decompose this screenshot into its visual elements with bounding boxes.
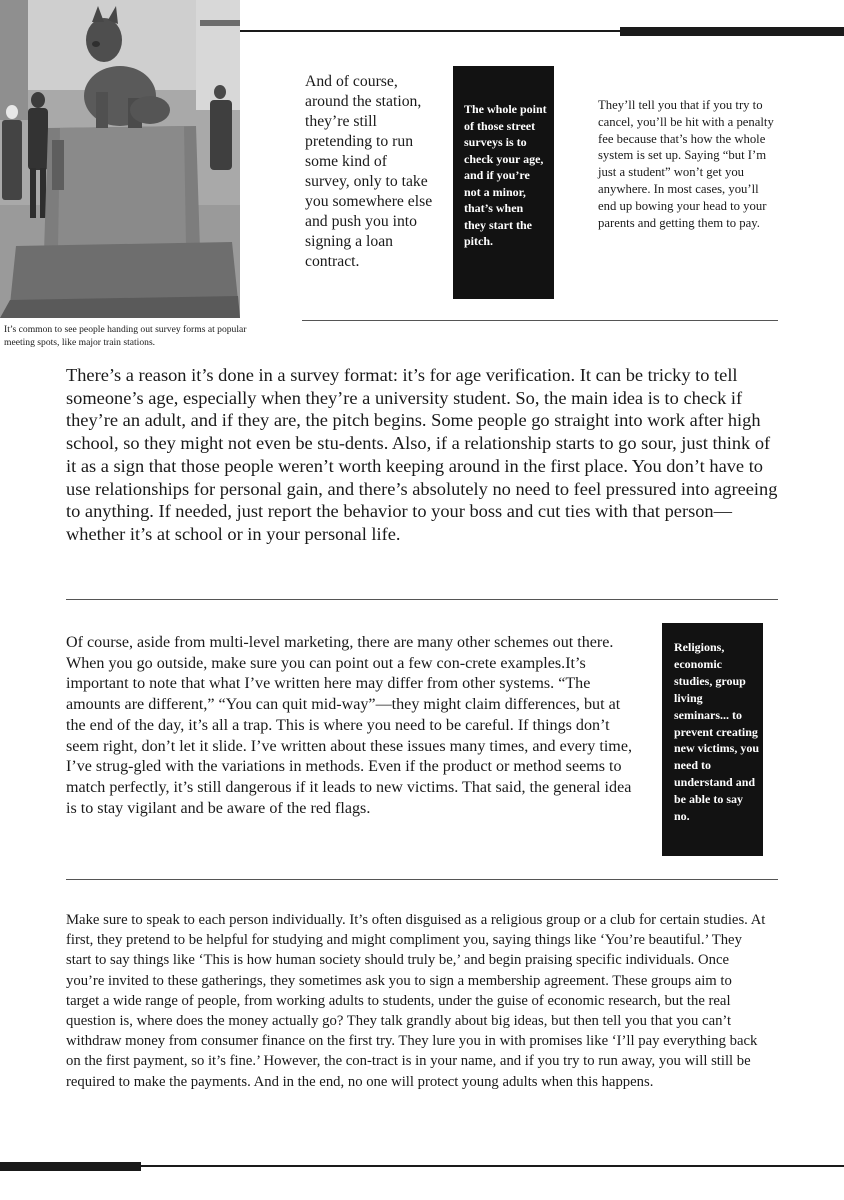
individual-approach-paragraph: Make sure to speak to each person individually. It’s often disguised as a religious group or a club for certain studies. At first, they pretend to be helpful for studying and might compliment you, saying things like ‘You’re beautiful.’ They start to say things like ‘This is how human society should truly be,’ and begin praising specific individuals. Once you’re invited to these gatherings, they sometimes ask you to sign a membership agreement. These groups aim to target a wide range of people, from working adults to students, under the guise of economic research, but the real question is, where does the money actually go? They talk grandly about big ideas, but then tell you that you can’t withdraw money from consumer finance on the first try. They lure you in with promises like ‘I’ll pay everything back on the first payment, so it’s fine.’ However, the con-tract is in your name, and if you try to run away, you will still be required to make the payments. And in the end, no one will protect young adults when this happens. [66, 912, 766, 1090]
callout-box-surveys [453, 66, 554, 299]
bottom-rule-thin [141, 1165, 844, 1167]
callout-text: Religions, economic studies, group living seminars... to prevent creating new victims, you need to understand and be able to say no. [674, 640, 759, 824]
divider-rule [66, 879, 778, 880]
station-statue-photo [0, 0, 240, 318]
other-schemes-paragraph: Of course, aside from multi-level marketing, there are many other schemes out there. When you go outside, make sure you can point out a few con-crete examples.It’s important to note that what I’ve written here may differ from other systems. “The amounts are different,” “You can quit mid-way”—they might claim differences, but at the end of the day, it’s all a trap. This is where you need to be careful. If things don’t seem right, don’t let it slide. I’ve written about these issues many times, and every time, I’ve strug-gled with the variations in methods. Even if the product or method seems to match perfectly, it’s still dangerous if it leads to new victims. That said, the general idea is to stay vigilant and be aware of the red flags. [66, 634, 632, 817]
divider-rule [66, 599, 778, 600]
photo-caption: It’s common to see people handing out survey forms at popular meeting spots, like major train stations. [4, 324, 247, 348]
callout-box-say-no [662, 623, 763, 856]
top-rule-thick [620, 27, 844, 36]
age-verification-paragraph: There’s a reason it’s done in a survey format: it’s for age verification. It can be tricky to tell someone’s age, especially when they’re a university student. So, the main idea is to check if they’re an adult, and if they are, the pitch begins. Some people go straight into work after high school, so they might not even be stu-dents. Also, if a relationship starts to go sour, just think of it as a sign that those people weren’t worth keeping around in the first place. You don’t have to use relationships for personal gain, and there’s absolutely no need to feel pressured into agreeing to anything. If needed, just report the behavior to your boss and cut ties with that person—whether it’s at school or in your personal life. [66, 365, 778, 544]
divider-rule [302, 320, 778, 321]
bottom-rule-thick [0, 1162, 141, 1171]
cancel-penalty-column-text: They’ll tell you that if you try to cancel, you’ll be hit with a penalty fee because that’s how the whole system is set up. Saying “but I’m just a student” won’t get you anywhere. In most cases, you’ll end up bowing your head to your parents and getting them to pay. [598, 98, 774, 230]
callout-text: The whole point of those street surveys is to check your age, and if you’re not a minor, that’s when they start the pitch. [464, 102, 547, 248]
intro-column-text: And of course, around the station, they’re still pretending to run some kind of survey, only to take you somewhere else and push you into signing a loan contract. [305, 73, 433, 270]
top-rule-thin [240, 30, 620, 32]
